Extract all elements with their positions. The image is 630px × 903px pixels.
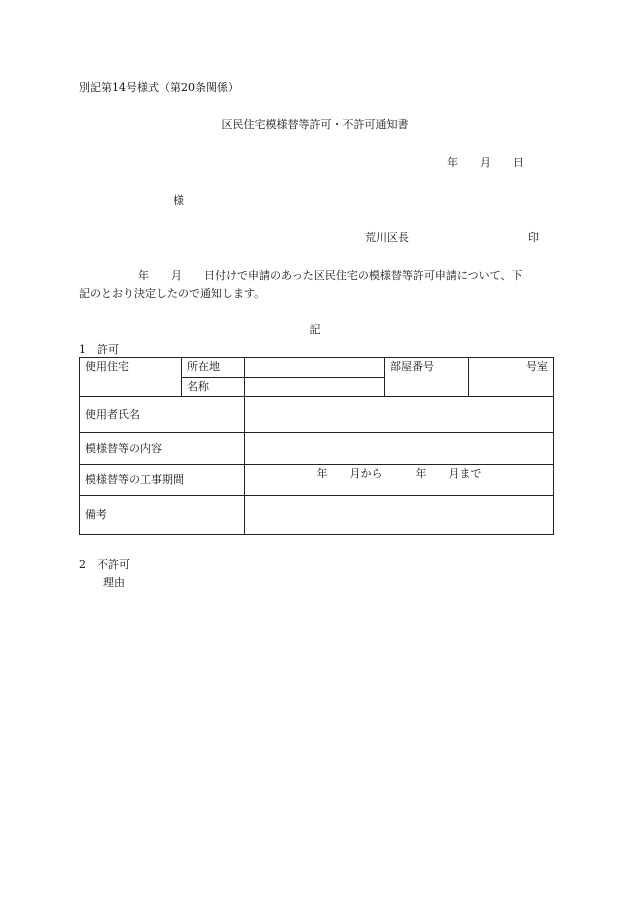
reason-label: 理由 (103, 576, 125, 589)
document-title: 区民住宅模様替等許可・不許可通知書 (221, 118, 409, 131)
location-value-cell (245, 358, 385, 378)
table-row (80, 433, 554, 465)
alteration-content-value-cell (245, 433, 554, 465)
table-row (80, 397, 554, 433)
remarks-label: 備考 (80, 496, 245, 535)
table-row (80, 496, 554, 535)
sender-title: 荒川区長 (365, 231, 409, 244)
form-label: 別記第14号様式（第20条関係） (79, 81, 239, 94)
work-period-value: 年 月から 年 月まで (245, 465, 554, 496)
record-heading: 記 (309, 323, 321, 336)
seal-mark: 印 (528, 231, 539, 244)
name-value-cell (245, 378, 385, 397)
user-name-value-cell (245, 397, 554, 433)
residence-label: 使用住宅 (80, 358, 182, 397)
room-number-label: 部屋番号 (385, 358, 469, 397)
body-line-2: 記のとおり決定したので通知します。 (79, 287, 266, 300)
remarks-value-cell (245, 496, 554, 535)
alteration-content-label: 模様替等の内容 (80, 433, 245, 465)
room-number-suffix: 号室 (469, 358, 554, 397)
notice-body (79, 267, 557, 303)
body-line-1: 年 月 日付けで申請のあった区民住宅の模様替等許可申請について、下 (138, 269, 523, 282)
work-period-label: 模様替等の工事期間 (80, 465, 245, 496)
name-label: 名称 (182, 378, 245, 397)
table-row (80, 358, 554, 378)
section-denial-title: 2 不許可 (79, 558, 130, 571)
permit-table (79, 357, 554, 535)
date-line: 年 月 日 (447, 156, 524, 169)
addressee-honorific: 様 (173, 194, 184, 207)
location-label: 所在地 (182, 358, 245, 378)
section-permit-title: 1 許可 (79, 343, 119, 356)
table-row (80, 465, 554, 496)
user-name-label: 使用者氏名 (80, 397, 245, 433)
